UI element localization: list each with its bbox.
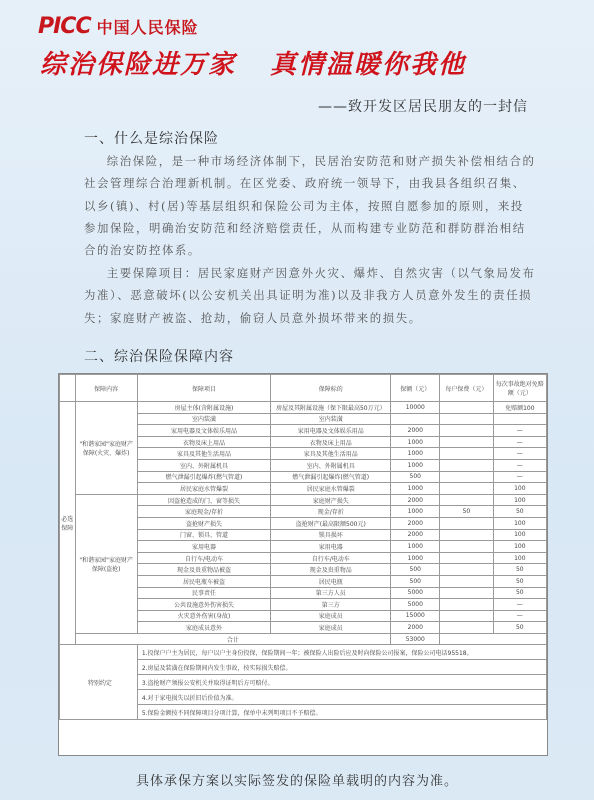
table-cell: 免赔额100 xyxy=(493,402,546,414)
table-cell xyxy=(391,413,440,425)
table-cell: 火灾意外伤害(身故) xyxy=(137,610,270,622)
note-text: 1.投保户户主为居民，每户以户主身份投保，保险期间一年；被保险人出险后应及时向保险公司报案，保险公司电话95518。 xyxy=(137,645,546,660)
table-cell xyxy=(440,483,493,495)
table-cell: — xyxy=(493,448,546,460)
sub-category: "和谐家园"家庭财产保障(盗抢) xyxy=(75,494,137,633)
section1-paragraph1: 综治保险，是一种市场经济体制下，民居治安防范和财产损失补偿相结合的社会管理综合治理新机制。在区党委、政府统一领导下，由我县各组织召集、以乡(镇)、村(居)等基层组织和保险公司为主体，按照自愿参加的原则，来投参加保险，明确治安防范和经济赔偿责任，从而构建专业防范和群防群治相结合的治安防控体系。 xyxy=(84,154,536,258)
table-cell xyxy=(440,459,493,471)
table-cell: 室内装潢 xyxy=(271,413,391,425)
table-cell: 现金及贵重物品 xyxy=(271,564,391,576)
table-cell: 家庭成员意外 xyxy=(137,622,270,634)
table-cell: — xyxy=(493,459,546,471)
table-cell: 居民电瓶车被盗 xyxy=(137,575,270,587)
table-cell: 2000 xyxy=(391,529,440,541)
table-cell: 盗抢财产损失 xyxy=(137,517,270,529)
table-cell: 盗抢财产(最高限额500元) xyxy=(271,517,391,529)
table-header-row xyxy=(60,375,547,402)
table-header: 每户保费（元） xyxy=(440,375,493,402)
table-cell: 50 xyxy=(493,575,546,587)
brand-name: 中国人民保险 xyxy=(96,18,199,37)
table-cell: 家具及其他生活用品 xyxy=(137,448,270,460)
table-cell xyxy=(440,541,493,553)
table-cell xyxy=(440,517,493,529)
table-cell: 公共设施意外伤害损失 xyxy=(137,599,270,611)
table-cell xyxy=(440,448,493,460)
section2-title: 二、综治保险保障内容 xyxy=(84,349,234,365)
table-cell xyxy=(440,633,547,645)
table-cell: 家庭成员 xyxy=(271,622,391,634)
table-cell: 100 xyxy=(493,494,546,506)
coverage-table xyxy=(58,373,548,756)
table-header: 保障内容 xyxy=(75,375,137,402)
table-header xyxy=(60,375,76,402)
table-cell: 家庭现金/存折 xyxy=(137,506,270,518)
letter-subtitle: ——致开发区居民朋友的一封信 xyxy=(318,99,528,115)
table-cell: 室内装潢 xyxy=(137,413,270,425)
table-cell: — xyxy=(493,471,546,483)
table-cell: 自行车/电动车 xyxy=(271,552,391,564)
table-cell xyxy=(440,622,493,634)
table-cell xyxy=(493,413,546,425)
table-cell: 室内、外附属机具 xyxy=(271,459,391,471)
table-cell: 燃气泄漏引起爆炸(燃气管道) xyxy=(271,471,391,483)
table-cell: 1000 xyxy=(391,552,440,564)
table-cell: 1000 xyxy=(391,483,440,495)
table-cell: 民事责任 xyxy=(137,587,270,599)
table-cell: 室内、外附属机具 xyxy=(137,459,270,471)
total-label: 合计 xyxy=(75,633,391,645)
headline-right: 真情温暖你我他 xyxy=(270,50,467,80)
sub-category: "和谐家园"家庭财产保障(火灾、爆炸) xyxy=(75,402,137,495)
table-cell: 50 xyxy=(493,564,546,576)
table-row xyxy=(60,494,547,506)
table-cell: 100 xyxy=(493,517,546,529)
table-cell xyxy=(440,610,493,622)
table-cell: 5000 xyxy=(391,587,440,599)
table-cell: — xyxy=(493,599,546,611)
table-cell: 50 xyxy=(493,587,546,599)
total-value: 53000 xyxy=(391,633,440,645)
table-cell: 自行车/电动车 xyxy=(137,552,270,564)
table-header: 保障项目 xyxy=(137,375,270,402)
table-cell: 500 xyxy=(391,471,440,483)
table-cell xyxy=(440,587,493,599)
table-cell xyxy=(440,529,493,541)
table-cell: 15000 xyxy=(391,610,440,622)
table-cell xyxy=(440,599,493,611)
table-cell: 1000 xyxy=(391,448,440,460)
table-cell: 50 xyxy=(493,506,546,518)
table-cell: 家庭成员 xyxy=(271,610,391,622)
table-cell: 2000 xyxy=(391,425,440,437)
table-cell: 现金/存折 xyxy=(271,506,391,518)
table-cell: 第三方人员 xyxy=(271,587,391,599)
table-cell: 家用电器 xyxy=(271,541,391,553)
note-text: 5.保险金额按不同保障项目分项计算，保单中未列明项目不予赔偿。 xyxy=(137,705,546,720)
table-cell: 5000 xyxy=(391,599,440,611)
table-cell: 50 xyxy=(440,506,493,518)
footer-note: 具体承保方案以实际签发的保险单载明的内容为准。 xyxy=(135,774,458,789)
table-cell: 500 xyxy=(391,564,440,576)
note-text: 4.对于家电损失以折旧后价值为准。 xyxy=(137,690,546,705)
table-cell: 500 xyxy=(391,575,440,587)
headline-left: 综治保险进万家 xyxy=(40,50,237,80)
special-label: 特别约定 xyxy=(60,645,138,720)
table-cell: 2000 xyxy=(391,494,440,506)
table-cell: 100 xyxy=(493,529,546,541)
table-cell xyxy=(440,402,493,414)
table-cell xyxy=(440,425,493,437)
table-cell xyxy=(440,552,493,564)
table-cell: 房屋及其附属设施（保下限最高50万元） xyxy=(271,402,391,414)
table-cell: 现金及贵重物品被盗 xyxy=(137,564,270,576)
table-cell xyxy=(440,494,493,506)
table-cell xyxy=(440,413,493,425)
group-label: 必选保障 xyxy=(60,402,76,645)
table-cell: 100 xyxy=(493,483,546,495)
table-cell: 100 xyxy=(493,541,546,553)
table-cell: 1000 xyxy=(391,459,440,471)
table-cell xyxy=(440,564,493,576)
note-text: 2.房屋及装潢在保险期间内发生事故，按实际损失赔偿。 xyxy=(137,660,546,675)
table-cell: 1000 xyxy=(391,506,440,518)
table-cell: 家用电器及文体娱乐用品 xyxy=(137,425,270,437)
table-cell: 10000 xyxy=(391,402,440,414)
table-cell: 居民家庭水管爆裂 xyxy=(137,483,270,495)
total-row xyxy=(60,633,547,645)
table-cell: 衣物及床上用品 xyxy=(271,436,391,448)
table-cell: 锁具损坏 xyxy=(271,529,391,541)
picc-mark: PICC xyxy=(38,14,91,39)
table-cell: 居民电瓶 xyxy=(271,575,391,587)
section1-title: 一、什么是综治保险 xyxy=(84,131,219,147)
table-cell: — xyxy=(493,425,546,437)
table-cell: 2000 xyxy=(391,517,440,529)
table-cell: 因盗抢造成的门、窗等损失 xyxy=(137,494,270,506)
note-text: 3.盗抢财产须报公安机关并取得证明后方可赔付。 xyxy=(137,675,546,690)
table-cell: — xyxy=(493,436,546,448)
table-cell: 家庭财产损失 xyxy=(271,494,391,506)
table-cell: 100 xyxy=(493,552,546,564)
table-cell xyxy=(440,575,493,587)
table-cell: 1000 xyxy=(391,541,440,553)
table-header: 保障标的 xyxy=(271,375,391,402)
table-cell: 家用电器 xyxy=(137,541,270,553)
table-cell xyxy=(440,471,493,483)
section1-paragraph2: 主要保障项目：居民家庭财产因意外火灾、爆炸、自然灾害（以气象局发布为准）、恶意破坏(以公安机关出具证明为准)以及非我方人员意外发生的责任损失；家庭财产被盗、抢劫，偷窃人员意外损坏带来的损失。 xyxy=(84,266,536,325)
table-cell: — xyxy=(493,610,546,622)
table-header: 保额（元） xyxy=(391,375,440,402)
table-cell: 门窗、锁具、管道 xyxy=(137,529,270,541)
table-cell: 50 xyxy=(493,622,546,634)
table-cell: 燃气泄漏引起爆炸(燃气管道) xyxy=(137,471,270,483)
table-header: 每次事故绝对免赔额（元） xyxy=(493,375,546,402)
table-cell: 家用电器及文体娱乐用品 xyxy=(271,425,391,437)
table-row xyxy=(60,402,547,414)
table-cell: 房屋主体(含附属设施) xyxy=(137,402,270,414)
table-cell: 衣物及床上用品 xyxy=(137,436,270,448)
picc-logo xyxy=(38,14,199,39)
headline xyxy=(40,44,560,81)
table-cell: 居民家庭水管爆裂 xyxy=(271,483,391,495)
table-cell: 2000 xyxy=(391,622,440,634)
coverage-table-grid xyxy=(59,374,547,720)
note-row xyxy=(60,645,547,660)
table-cell: 第三方 xyxy=(271,599,391,611)
table-cell: 1000 xyxy=(391,436,440,448)
table-cell xyxy=(440,436,493,448)
table-cell: 家具及其他生活用品 xyxy=(271,448,391,460)
